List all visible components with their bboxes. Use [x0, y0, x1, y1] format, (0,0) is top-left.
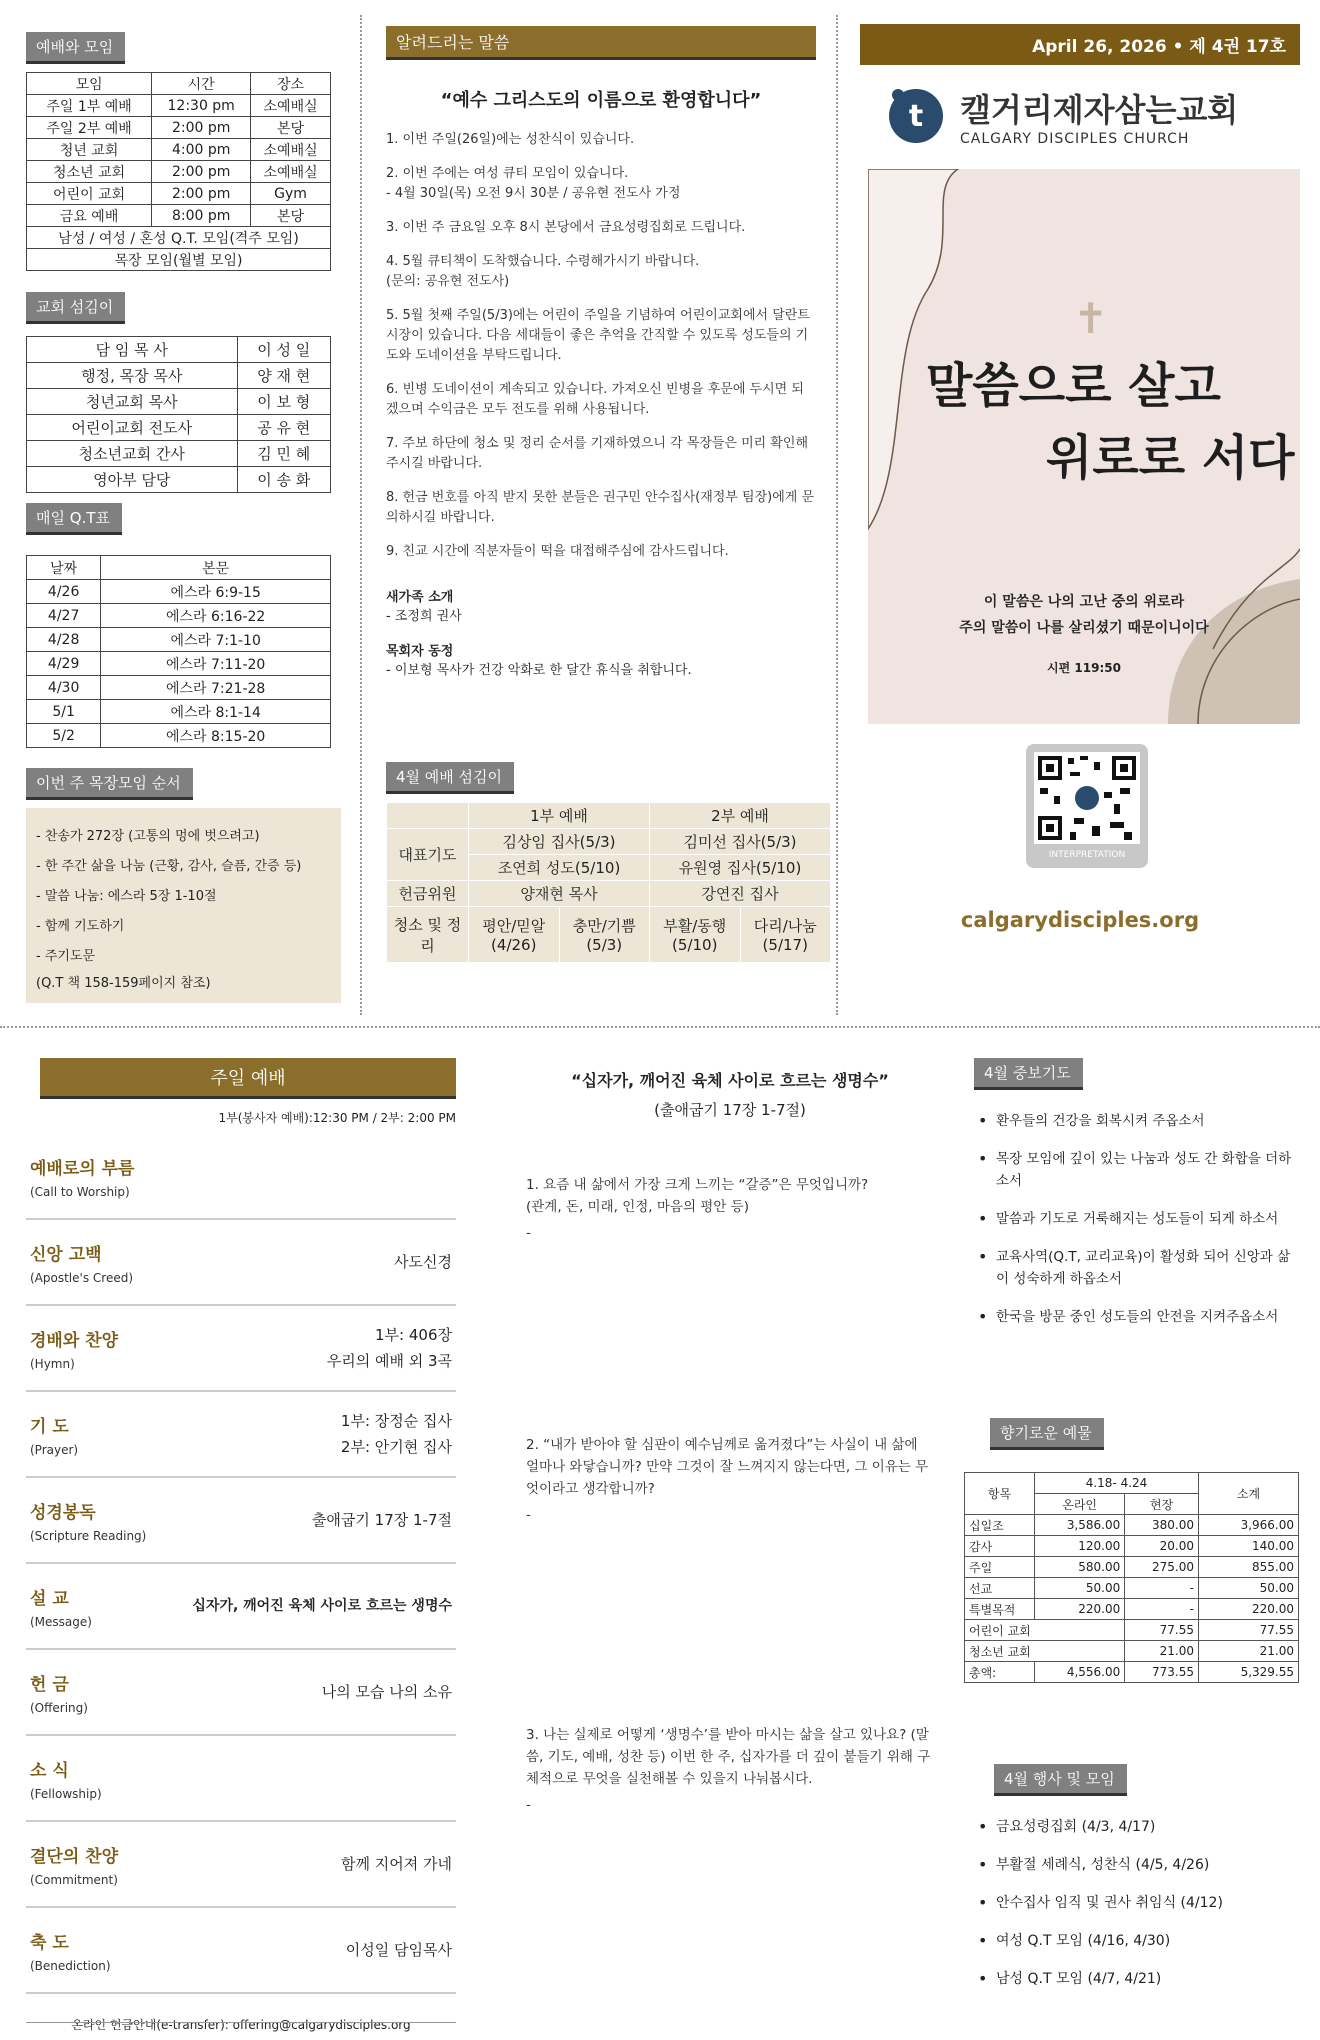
table-cell: 4,556.00	[1035, 1662, 1125, 1683]
announcement-item: 1. 이번 주일(26일)에는 성찬식이 있습니다.	[386, 132, 635, 147]
cross-icon: ✝	[1073, 294, 1109, 343]
table-row	[27, 604, 331, 628]
table-cell: 감사	[965, 1536, 1035, 1557]
table-cell: 에스라 6:16-22	[101, 604, 331, 628]
table-row	[27, 415, 331, 441]
serve-tag: 4월 예배 섬김이	[386, 762, 514, 794]
sermon-section	[526, 1068, 934, 1813]
church-name-en: CALGARY DISCIPLES CHURCH	[960, 131, 1190, 147]
table-row	[965, 1557, 1299, 1578]
answer-line: -	[526, 1507, 531, 1523]
announcements-tag: 알려드리는 말씀	[386, 26, 816, 60]
svg-text:t: t	[908, 99, 924, 134]
serve-col2: 2부 예배	[650, 803, 831, 829]
offering-header: 현장	[1125, 1494, 1199, 1515]
table-cell: 선교	[965, 1578, 1035, 1599]
table-cell: 어린이 교회	[965, 1620, 1125, 1641]
worship-item-ko: 예배로의 부름	[30, 1158, 135, 1179]
serve-col1: 1부 예배	[469, 803, 650, 829]
worship-section	[26, 1058, 456, 2033]
website-link[interactable]: calgarydisciples.org	[960, 908, 1200, 932]
sermon-reference: (출애굽기 17장 1-7절)	[654, 1101, 806, 1119]
worship-item-title	[30, 1756, 102, 1801]
table-cell: 청소년교회 간사	[27, 441, 238, 467]
table-row	[27, 676, 331, 700]
schedule-header: 장소	[251, 73, 331, 95]
worship-row	[26, 1564, 456, 1650]
sermon-title: “십자가, 깨어진 육체 사이로 흐르는 생명수”	[571, 1071, 889, 1090]
table-cell: 4/28	[27, 628, 101, 652]
worship-item-ko: 소 식	[30, 1760, 69, 1781]
serve-cell: 평안/믿알 (4/26)	[469, 907, 560, 963]
serve-cell: 부활/동행 (5/10)	[650, 907, 741, 963]
table-cell: 4:00 pm	[152, 139, 251, 161]
schedule-note: 목장 모임(월별 모임)	[27, 249, 331, 271]
table-cell: 140.00	[1199, 1536, 1299, 1557]
table-row	[27, 205, 331, 227]
worship-row	[26, 1478, 456, 1564]
table-row	[965, 1515, 1299, 1536]
table-row	[965, 1599, 1299, 1620]
table-row	[965, 1641, 1299, 1662]
table-cell: 21.00	[1199, 1641, 1299, 1662]
qt-tag: 매일 Q.T표	[26, 503, 122, 535]
table-cell: 소예배실	[251, 139, 331, 161]
list-item: - 함께 기도하기	[36, 919, 125, 934]
worship-row	[26, 1908, 456, 1994]
worship-item-title	[30, 1154, 134, 1199]
schedule-header: 모임	[27, 73, 152, 95]
table-cell: 4/27	[27, 604, 101, 628]
table-cell: 김 민 혜	[237, 441, 330, 467]
prayer-tag: 4월 중보기도	[974, 1058, 1083, 1090]
offering-header: 온라인	[1035, 1494, 1125, 1515]
worship-row	[26, 1736, 456, 1822]
table-row	[27, 337, 331, 363]
serve-cell: 조연희 성도(5/10)	[469, 855, 650, 881]
table-cell: 3,586.00	[1035, 1515, 1125, 1536]
column-divider	[836, 15, 838, 1015]
table-cell: 이 보 형	[237, 389, 330, 415]
announcement-item: 4. 5월 큐티책이 도착했습니다. 수령해가시기 바랍니다. (문의: 공유현 전도사)	[386, 254, 700, 289]
list-item: - 한 주간 삶을 나눔 (근황, 감사, 슬픔, 간증 등)	[36, 859, 302, 874]
event-item: • 안수집사 임직 및 권사 취임식 (4/12)	[974, 1892, 1294, 1914]
table-cell: 77.55	[1199, 1620, 1299, 1641]
worship-item-value: 사도신경	[394, 1253, 452, 1271]
worship-item-value: 1부: 406장 우리의 예배 외 3곡	[326, 1326, 452, 1370]
worship-item-ko: 결단의 찬양	[30, 1846, 119, 1867]
worship-item-title	[30, 1498, 146, 1543]
schedule-tag: 예배와 모임	[26, 32, 125, 64]
worship-item-ko: 성경봉독	[30, 1502, 96, 1523]
fold-divider	[0, 1026, 1320, 1028]
worship-time: 1부(봉사자 예배):12:30 PM / 2부: 2:00 PM	[218, 1111, 456, 1125]
schedule-table	[26, 72, 331, 271]
table-cell: 220.00	[1199, 1599, 1299, 1620]
cover-verse-ref: 시편 119:50	[1047, 661, 1121, 675]
table-cell: 20.00	[1125, 1536, 1199, 1557]
worship-row	[26, 1306, 456, 1392]
table-cell: 3,966.00	[1199, 1515, 1299, 1536]
serve-offering-label: 헌금위원	[387, 881, 469, 907]
table-cell: 2:00 pm	[152, 183, 251, 205]
table-cell: 에스라 6:9-15	[101, 580, 331, 604]
list-item: - 찬송가 272장 (고통의 멍에 벗으려고)	[36, 829, 260, 844]
church-name-ko: 캘거리제자삼는교회	[960, 91, 1239, 129]
worship-item-en: (Message)	[30, 1614, 92, 1629]
worship-item-value: 출애굽기 17장 1-7절	[311, 1511, 452, 1529]
table-cell: 영아부 담당	[27, 467, 238, 493]
worship-item-title	[30, 1240, 133, 1285]
announcement-item: 6. 빈병 도네이션이 계속되고 있습니다. 가져오신 빈병을 후문에 두시면 되겠으며 수익금은 모두 전도를 위해 사용됩니다.	[386, 382, 804, 417]
table-row	[27, 95, 331, 117]
column-divider	[360, 15, 362, 1015]
cell-order-section	[26, 768, 341, 1003]
table-cell: 에스라 7:21-28	[101, 676, 331, 700]
qt-section	[26, 503, 336, 748]
event-item: • 남성 Q.T 모임 (4/7, 4/21)	[974, 1968, 1294, 1990]
table-cell: 주일 2부 예배	[27, 117, 152, 139]
answer-line: -	[526, 1225, 531, 1241]
worship-item-ko: 경배와 찬양	[30, 1330, 119, 1351]
prayer-item: • 말씀과 기도로 거룩해지는 성도들이 되게 하소서	[974, 1208, 1294, 1230]
cover-verse-line: 주의 말씀이 나를 살리셨기 때문이니이다	[959, 620, 1209, 636]
answer-line: -	[526, 1797, 531, 1813]
worship-row	[26, 1392, 456, 1478]
table-row	[965, 1620, 1299, 1641]
serve-clean-label: 청소 및 정리	[387, 907, 469, 963]
table-cell: 금요 예배	[27, 205, 152, 227]
offering-tag: 향기로운 예물	[990, 1418, 1104, 1450]
table-row	[27, 652, 331, 676]
table-cell: 담 임 목 사	[27, 337, 238, 363]
table-cell: 에스라 8:15-20	[101, 724, 331, 748]
worship-item-en: (Call to Worship)	[30, 1184, 130, 1199]
table-cell: 380.00	[1125, 1515, 1199, 1536]
table-cell: 특별목적	[965, 1599, 1035, 1620]
footer-line	[26, 2022, 456, 2023]
table-cell: 2:00 pm	[152, 161, 251, 183]
worship-item-title	[30, 1412, 78, 1457]
table-cell: 청소년 교회	[965, 1641, 1125, 1662]
events-tag: 4월 행사 및 모임	[994, 1764, 1127, 1796]
table-cell: 2:00 pm	[152, 117, 251, 139]
table-cell: 21.00	[1125, 1641, 1199, 1662]
worship-tag: 주일 예배	[40, 1058, 456, 1099]
table-row	[27, 580, 331, 604]
pastor-news-text: - 이보형 목사가 건강 악화로 한 달간 휴식을 취합니다.	[386, 663, 692, 678]
table-row	[27, 628, 331, 652]
worship-order-list	[26, 1134, 456, 1994]
church-logo	[886, 85, 1300, 147]
cover-title-line2: 위로로 서다	[1046, 430, 1295, 486]
table-row	[965, 1578, 1299, 1599]
announcement-item: 3. 이번 주 금요일 오후 8시 본당에서 금요성령집회로 드립니다.	[386, 220, 746, 235]
event-item: • 금요성령집회 (4/3, 4/17)	[974, 1816, 1294, 1838]
table-row	[27, 183, 331, 205]
table-cell: 공 유 현	[237, 415, 330, 441]
announcements-section	[386, 26, 816, 694]
table-cell: 275.00	[1125, 1557, 1199, 1578]
table-cell: 십일조	[965, 1515, 1035, 1536]
worship-item-value: 1부: 장정순 집사 2부: 안기현 집사	[340, 1412, 452, 1456]
table-row	[27, 117, 331, 139]
newfamily-title: 새가족 소개	[386, 590, 454, 605]
table-cell: 행정, 목장 목사	[27, 363, 238, 389]
worship-item-ko: 설 교	[30, 1588, 69, 1609]
table-cell: 주일	[965, 1557, 1035, 1578]
table-cell: 양 재 현	[237, 363, 330, 389]
worship-row	[26, 1134, 456, 1220]
table-cell: 청년 교회	[27, 139, 152, 161]
serve-cell: 양재현 목사	[469, 881, 650, 907]
prayer-item: • 환우들의 건강을 회복시켜 주옵소서	[974, 1110, 1294, 1132]
worship-item-en: (Hymn)	[30, 1356, 75, 1371]
table-cell: 에스라 8:1-14	[101, 700, 331, 724]
table-cell: 주일 1부 예배	[27, 95, 152, 117]
announcements-title: “예수 그리스도의 이름으로 환영합니다”	[440, 90, 762, 111]
pastor-news-title: 목회자 동정	[386, 644, 454, 659]
sermon-question-3: 3. 나는 실제로 어떻게 ‘생명수’를 받아 마시는 삶을 살고 있나요? (말씀, 기도, 예배, 성찬 등) 이번 한 주, 십자가를 더 깊이 붙들기 위해 구체적으로 무엇을 실천해볼 수 있을지 나눠봅시다.	[526, 1727, 931, 1787]
announcements-list	[386, 130, 816, 562]
table-cell: 77.55	[1125, 1620, 1199, 1641]
staff-section	[26, 292, 336, 493]
cover-verse-line: 이 말씀은 나의 고난 중의 위로라	[983, 594, 1185, 610]
table-cell: 어린이교회 전도사	[27, 415, 238, 441]
cover-title-line1: 말씀으로 살고	[926, 358, 1221, 414]
announcement-item: 5. 5월 첫째 주일(5/3)에는 어린이 주일을 기념하여 어린이교회에서 달란트 시장이 있습니다. 다음 세대들이 좋은 추억을 간직할 수 있도록 성도들의 기도와 도네이션을 부탁드립니다.	[386, 308, 810, 363]
worship-row	[26, 1650, 456, 1736]
worship-row	[26, 1822, 456, 1908]
qr-label: INTERPRETATION	[1048, 850, 1126, 860]
table-cell: 4/29	[27, 652, 101, 676]
worship-item-title	[30, 1584, 92, 1629]
worship-item-ko: 기 도	[30, 1416, 69, 1437]
announcement-item: 9. 친교 시간에 직분자들이 떡을 대접해주심에 감사드립니다.	[386, 544, 729, 559]
cover-artwork	[868, 169, 1300, 724]
worship-item-ko: 축 도	[30, 1932, 69, 1953]
cover-verse	[868, 589, 1300, 681]
worship-item-ko: 신앙 고백	[30, 1244, 102, 1265]
worship-item-title	[30, 1842, 118, 1887]
table-cell: 소예배실	[251, 161, 331, 183]
serve-cell: 유원영 집사(5/10)	[650, 855, 831, 881]
schedule-note: 남성 / 여성 / 혼성 Q.T. 모임(격주 모임)	[27, 227, 331, 249]
qt-table	[26, 555, 331, 748]
table-cell: 220.00	[1035, 1599, 1125, 1620]
church-logo-icon	[886, 86, 946, 146]
qr-code-icon	[1034, 752, 1140, 844]
table-cell: 에스라 7:1-10	[101, 628, 331, 652]
sermon-question-1: 1. 요즘 내 삶에서 가장 크게 느끼는 “갈증”은 무엇입니까? (관계, 돈, 미래, 인정, 마음의 평안 등)	[526, 1177, 869, 1215]
table-cell: 50.00	[1199, 1578, 1299, 1599]
worship-item-title	[30, 1670, 88, 1715]
table-cell: 어린이 교회	[27, 183, 152, 205]
schedule-header: 시간	[152, 73, 251, 95]
table-cell: 580.00	[1035, 1557, 1125, 1578]
online-offering-info: 온라인 헌금안내(e-transfer): offering@calgarydisciples.org	[71, 2018, 411, 2032]
qt-header: 날짜	[27, 556, 101, 580]
table-row	[965, 1536, 1299, 1557]
table-cell: 773.55	[1125, 1662, 1199, 1683]
cover-section	[860, 24, 1300, 932]
qr-code[interactable]	[1026, 744, 1148, 868]
table-row	[27, 467, 331, 493]
worship-item-en: (Commitment)	[30, 1872, 118, 1887]
serve-cell: 충만/기쁨 (5/3)	[559, 907, 650, 963]
table-cell: 본당	[251, 205, 331, 227]
worship-item-title	[30, 1326, 118, 1371]
table-cell: 청년교회 목사	[27, 389, 238, 415]
events-list	[974, 1816, 1294, 1990]
table-row-total	[965, 1662, 1299, 1683]
qt-header: 본문	[101, 556, 331, 580]
staff-tag: 교회 섬김이	[26, 292, 125, 324]
table-cell: 50.00	[1035, 1578, 1125, 1599]
worship-item-en: (Prayer)	[30, 1442, 79, 1457]
cell-order-tag: 이번 주 목장모임 순서	[26, 768, 193, 800]
worship-item-ko: 헌 금	[30, 1674, 69, 1695]
table-cell: -	[1125, 1578, 1199, 1599]
table-cell: 12:30 pm	[152, 95, 251, 117]
prayer-item: • 목장 모임에 깊이 있는 나눔과 성도 간 화합을 더하소서	[974, 1148, 1294, 1192]
table-cell: 소예배실	[251, 95, 331, 117]
table-cell: 4/30	[27, 676, 101, 700]
table-row	[27, 700, 331, 724]
announcement-item: 2. 이번 주에는 여성 큐티 모임이 있습니다. - 4월 30일(목) 오전 9시 30분 / 공유현 전도사 가정	[386, 166, 681, 201]
list-item: (Q.T 책 158-159페이지 참조)	[36, 976, 211, 991]
worship-item-value: 십자가, 깨어진 육체 사이로 흐르는 생명수	[192, 1598, 452, 1614]
table-cell: 120.00	[1035, 1536, 1125, 1557]
event-item: • 부활절 세례식, 성찬식 (4/5, 4/26)	[974, 1854, 1294, 1876]
table-row	[27, 441, 331, 467]
offering-section	[964, 1418, 1299, 1683]
announcement-item: 7. 주보 하단에 청소 및 정리 순서를 기재하였으니 각 목장들은 미리 확인해주시길 바랍니다.	[386, 436, 809, 471]
table-cell: -	[1125, 1599, 1199, 1620]
table-row	[27, 139, 331, 161]
table-cell: 이 송 화	[237, 467, 330, 493]
table-cell: 본당	[251, 117, 331, 139]
table-cell: 청소년 교회	[27, 161, 152, 183]
table-cell: 4/26	[27, 580, 101, 604]
announcement-item: 8. 헌금 번호를 아직 받지 못한 분들은 권구민 안수집사(재정부 팀장)에게 문의하시길 바랍니다.	[386, 490, 815, 525]
list-item: - 말씀 나눔: 에스라 5장 1-10절	[36, 889, 217, 904]
serve-cell: 김상임 집사(5/3)	[469, 829, 650, 855]
serve-rep-label: 대표기도	[387, 829, 469, 881]
serve-table	[386, 802, 831, 963]
worship-item-en: (Fellowship)	[30, 1786, 102, 1801]
worship-row	[26, 1220, 456, 1306]
issue-date: April 26, 2026 • 제 4권 17호	[860, 24, 1300, 65]
serve-cell: 다리/나눔 (5/17)	[740, 907, 831, 963]
worship-item-en: (Offering)	[30, 1700, 88, 1715]
offering-table	[964, 1472, 1299, 1683]
table-row	[27, 389, 331, 415]
worship-item-en: (Benediction)	[30, 1958, 111, 1973]
schedule-section	[26, 32, 336, 271]
prayer-item: • 교육사역(Q.T, 교리교육)이 활성화 되어 신앙과 삶이 성숙하게 하옵소서	[974, 1246, 1294, 1290]
offering-header: 소계	[1199, 1473, 1299, 1515]
worship-item-value: 이성일 담임목사	[345, 1941, 452, 1959]
cell-order-list	[26, 808, 341, 1003]
serve-cell: 김미선 집사(5/3)	[650, 829, 831, 855]
sermon-question-2: 2. “내가 받아야 할 심판이 예수님께로 옮겨졌다”는 사실이 내 삶에 얼마나 와닿습니까? 만약 그것이 잘 느껴지지 않는다면, 그 이유는 무엇이라고 생각합니까?	[526, 1437, 929, 1497]
worship-item-en: (Apostle's Creed)	[30, 1270, 134, 1285]
staff-table	[26, 336, 331, 493]
prayer-section	[974, 1058, 1294, 1344]
table-cell: 이 성 일	[237, 337, 330, 363]
table-row	[27, 724, 331, 748]
worship-item-value: 나의 모습 나의 소유	[321, 1683, 452, 1701]
event-item: • 여성 Q.T 모임 (4/16, 4/30)	[974, 1930, 1294, 1952]
serve-cell: 강연진 집사	[650, 881, 831, 907]
table-cell: 5,329.55	[1199, 1662, 1299, 1683]
offering-header: 4.18- 4.24	[1035, 1473, 1199, 1494]
table-cell: 에스라 7:11-20	[101, 652, 331, 676]
worship-item-title	[30, 1928, 111, 1973]
prayer-item: • 한국을 방문 중인 성도들의 안전을 지켜주옵소서	[974, 1306, 1294, 1328]
worship-item-en: (Scripture Reading)	[30, 1528, 147, 1543]
serve-section	[386, 762, 831, 963]
table-cell: 총액:	[965, 1662, 1035, 1683]
prayer-list	[974, 1110, 1294, 1328]
worship-item-value: 함께 지어져 가네	[341, 1855, 452, 1873]
table-row	[27, 363, 331, 389]
table-row	[27, 161, 331, 183]
table-cell: Gym	[251, 183, 331, 205]
newfamily-text: - 조정희 권사	[386, 609, 462, 624]
table-cell: 5/1	[27, 700, 101, 724]
table-cell: 5/2	[27, 724, 101, 748]
offering-header: 항목	[965, 1473, 1035, 1515]
events-section	[974, 1764, 1294, 2006]
table-cell: 855.00	[1199, 1557, 1299, 1578]
table-cell: 8:00 pm	[152, 205, 251, 227]
list-item: - 주기도문	[36, 949, 96, 964]
